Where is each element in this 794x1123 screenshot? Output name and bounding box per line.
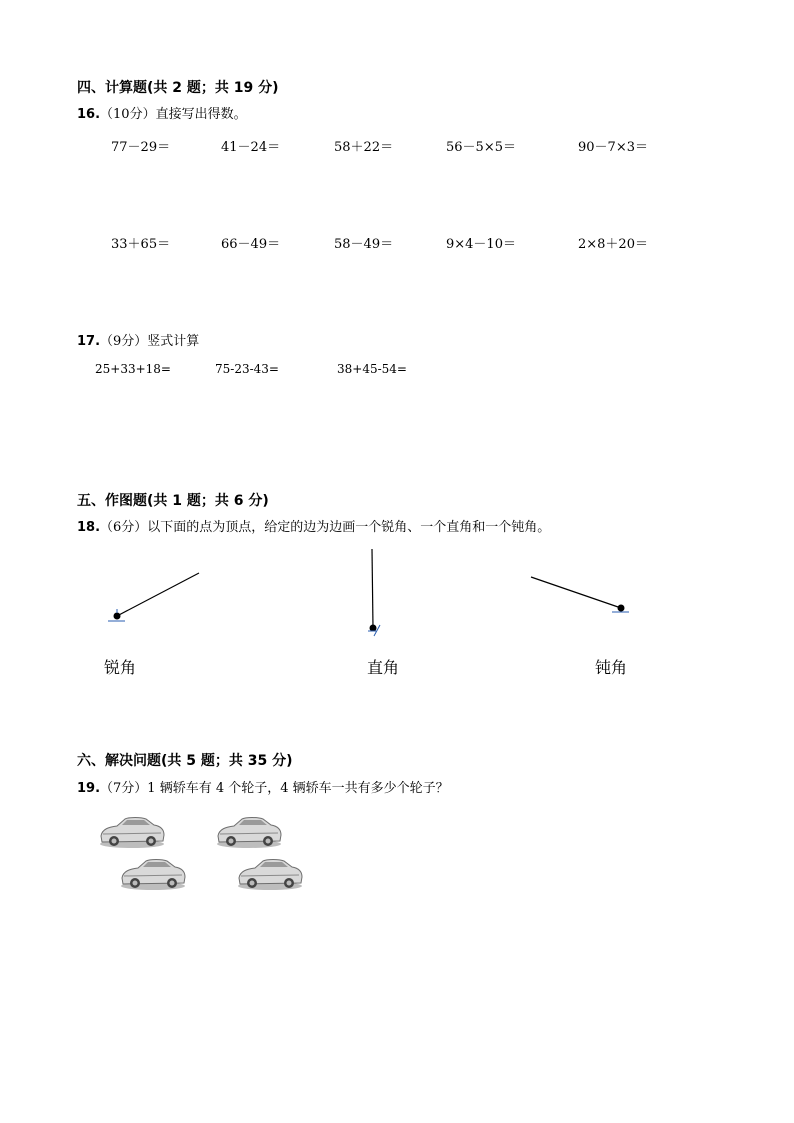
question-number: 16. — [77, 107, 101, 122]
calc-item: 56－5×5＝ — [446, 140, 516, 155]
calc-item: 33＋65＝ — [111, 237, 171, 252]
vertical-calc-item: 38+45-54= — [337, 362, 407, 376]
calc-item: 58＋22＝ — [334, 140, 394, 155]
label-acute-angle: 锐角 — [104, 658, 137, 677]
car-image — [238, 860, 302, 891]
car-image — [121, 860, 185, 891]
question-text: （9分）竖式计算 — [100, 334, 200, 349]
question-text: （10分）直接写出得数。 — [100, 107, 247, 122]
calc-item: 9×4－10＝ — [446, 237, 516, 252]
calc-item: 66－49＝ — [221, 237, 281, 252]
section-title-problems: 六、解决问题(共 5 题；共 35 分) — [77, 753, 293, 769]
question-number: 19. — [77, 781, 101, 796]
section-title-drawing: 五、作图题(共 1 题；共 6 分) — [77, 493, 269, 509]
calc-item: 77－29＝ — [111, 140, 171, 155]
label-obtuse-angle: 钝角 — [595, 658, 628, 677]
vertical-calc-item: 25+33+18= — [95, 362, 171, 376]
car-image — [217, 818, 281, 849]
question-number: 18. — [77, 520, 101, 535]
calc-item: 2×8＋20＝ — [578, 237, 648, 252]
question-number: 17. — [77, 334, 101, 349]
calc-item: 58－49＝ — [334, 237, 394, 252]
vertical-calc-item: 75-23-43= — [215, 362, 279, 376]
calc-item: 41－24＝ — [221, 140, 281, 155]
question-text: （7分）1 辆轿车有 4 个轮子，4 辆轿车一共有多少个轮子？ — [100, 781, 449, 796]
car-image — [100, 818, 164, 849]
label-right-angle: 直角 — [367, 658, 400, 677]
section-title-calc: 四、计算题(共 2 题；共 19 分) — [77, 80, 279, 96]
calc-item: 90－7×3＝ — [578, 140, 648, 155]
question-text: （6分）以下面的点为顶点，给定的边为边画一个锐角、一个直角和一个钝角。 — [100, 520, 551, 535]
